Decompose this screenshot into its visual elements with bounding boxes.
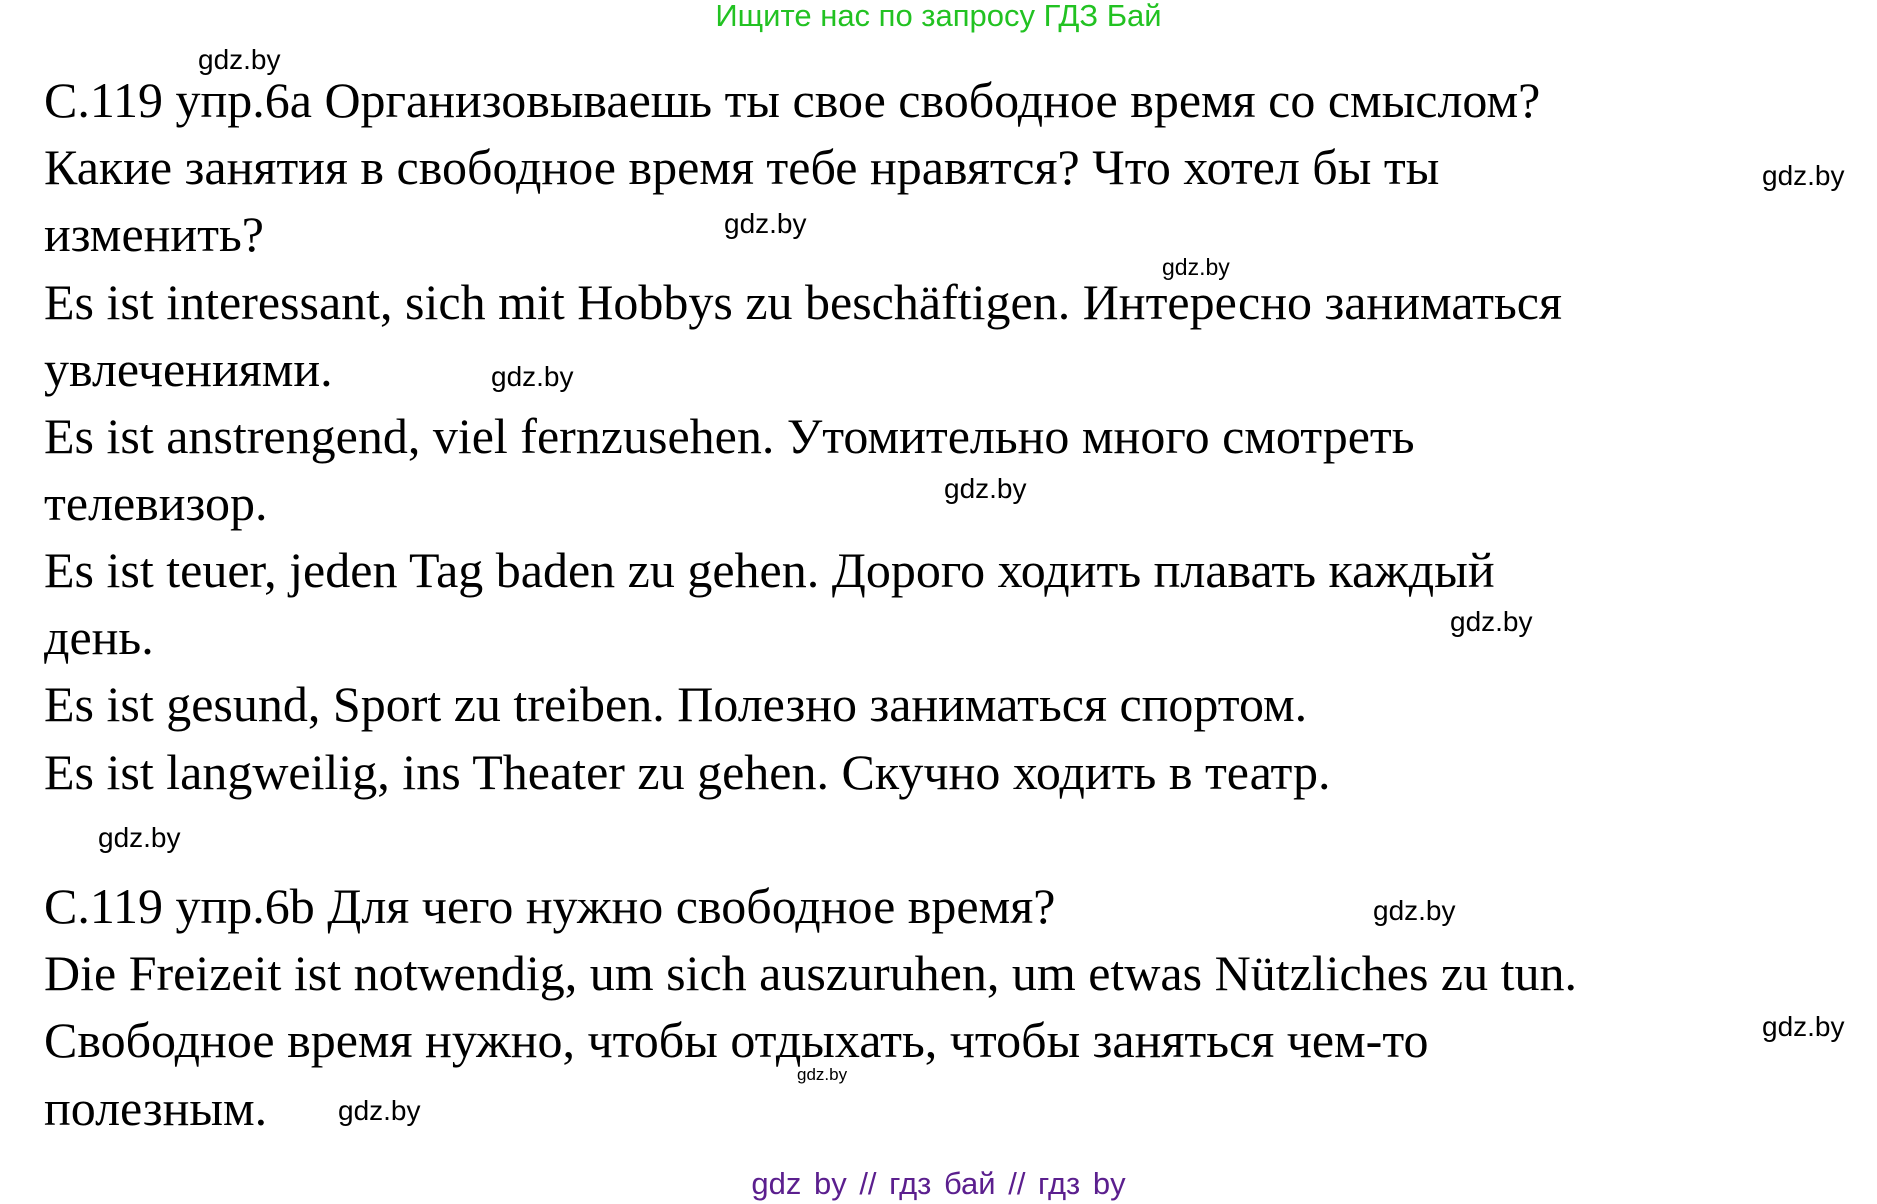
text-line: полезным. (44, 1080, 268, 1136)
text-line: Es ist langweilig, ins Theater zu gehen. Скучно ходить в театр. (44, 744, 1331, 800)
exercise-6a-heading: С.119 упр.6а Организовываешь ты свое свободное время со смыслом? (44, 72, 1541, 128)
text-line: Es ist teuer, jeden Tag baden zu gehen. Дорого ходить плавать каждый (44, 542, 1495, 598)
search-hint-banner: Ищите нас по запросу ГДЗ Бай (715, 0, 1162, 33)
watermark: gdz.by (491, 361, 574, 392)
text-line: Es ist interessant, sich mit Hobbys zu beschäftigen. Интересно заниматься (44, 274, 1562, 330)
watermark: gdz.by (338, 1095, 421, 1126)
exercise-6b-heading: С.119 упр.6b Для чего нужно свободное время? (44, 878, 1056, 934)
watermark: gdz.by (98, 822, 181, 853)
watermark: gdz.by (1762, 160, 1845, 191)
footer-links[interactable]: gdz by // гдз бай // гдз by (751, 1166, 1126, 1201)
watermark: gdz.by (797, 1065, 848, 1084)
text-line: день. (44, 609, 154, 665)
text-line: Es ist gesund, Sport zu treiben. Полезно заниматься спортом. (44, 676, 1308, 732)
text-line: Какие занятия в свободное время тебе нравятся? Что хотел бы ты (44, 139, 1440, 195)
watermark: gdz.by (1762, 1011, 1845, 1042)
watermark: gdz.by (1450, 606, 1533, 637)
watermark: gdz.by (1373, 895, 1456, 926)
text-line: телевизор. (44, 475, 268, 531)
text-line: Свободное время нужно, чтобы отдыхать, чтобы заняться чем-то (44, 1012, 1429, 1068)
watermark: gdz.by (198, 44, 281, 75)
text-line: Die Freizeit ist notwendig, um sich auszuruhen, um etwas Nützliches zu tun. (44, 945, 1577, 1001)
watermark: gdz.by (944, 473, 1027, 504)
text-line: изменить? (44, 206, 264, 262)
text-line: увлечениями. (44, 341, 333, 397)
watermark: gdz.by (1162, 254, 1230, 280)
watermark: gdz.by (724, 208, 807, 239)
text-line: Es ist anstrengend, viel fernzusehen. Утомительно много смотреть (44, 408, 1415, 464)
